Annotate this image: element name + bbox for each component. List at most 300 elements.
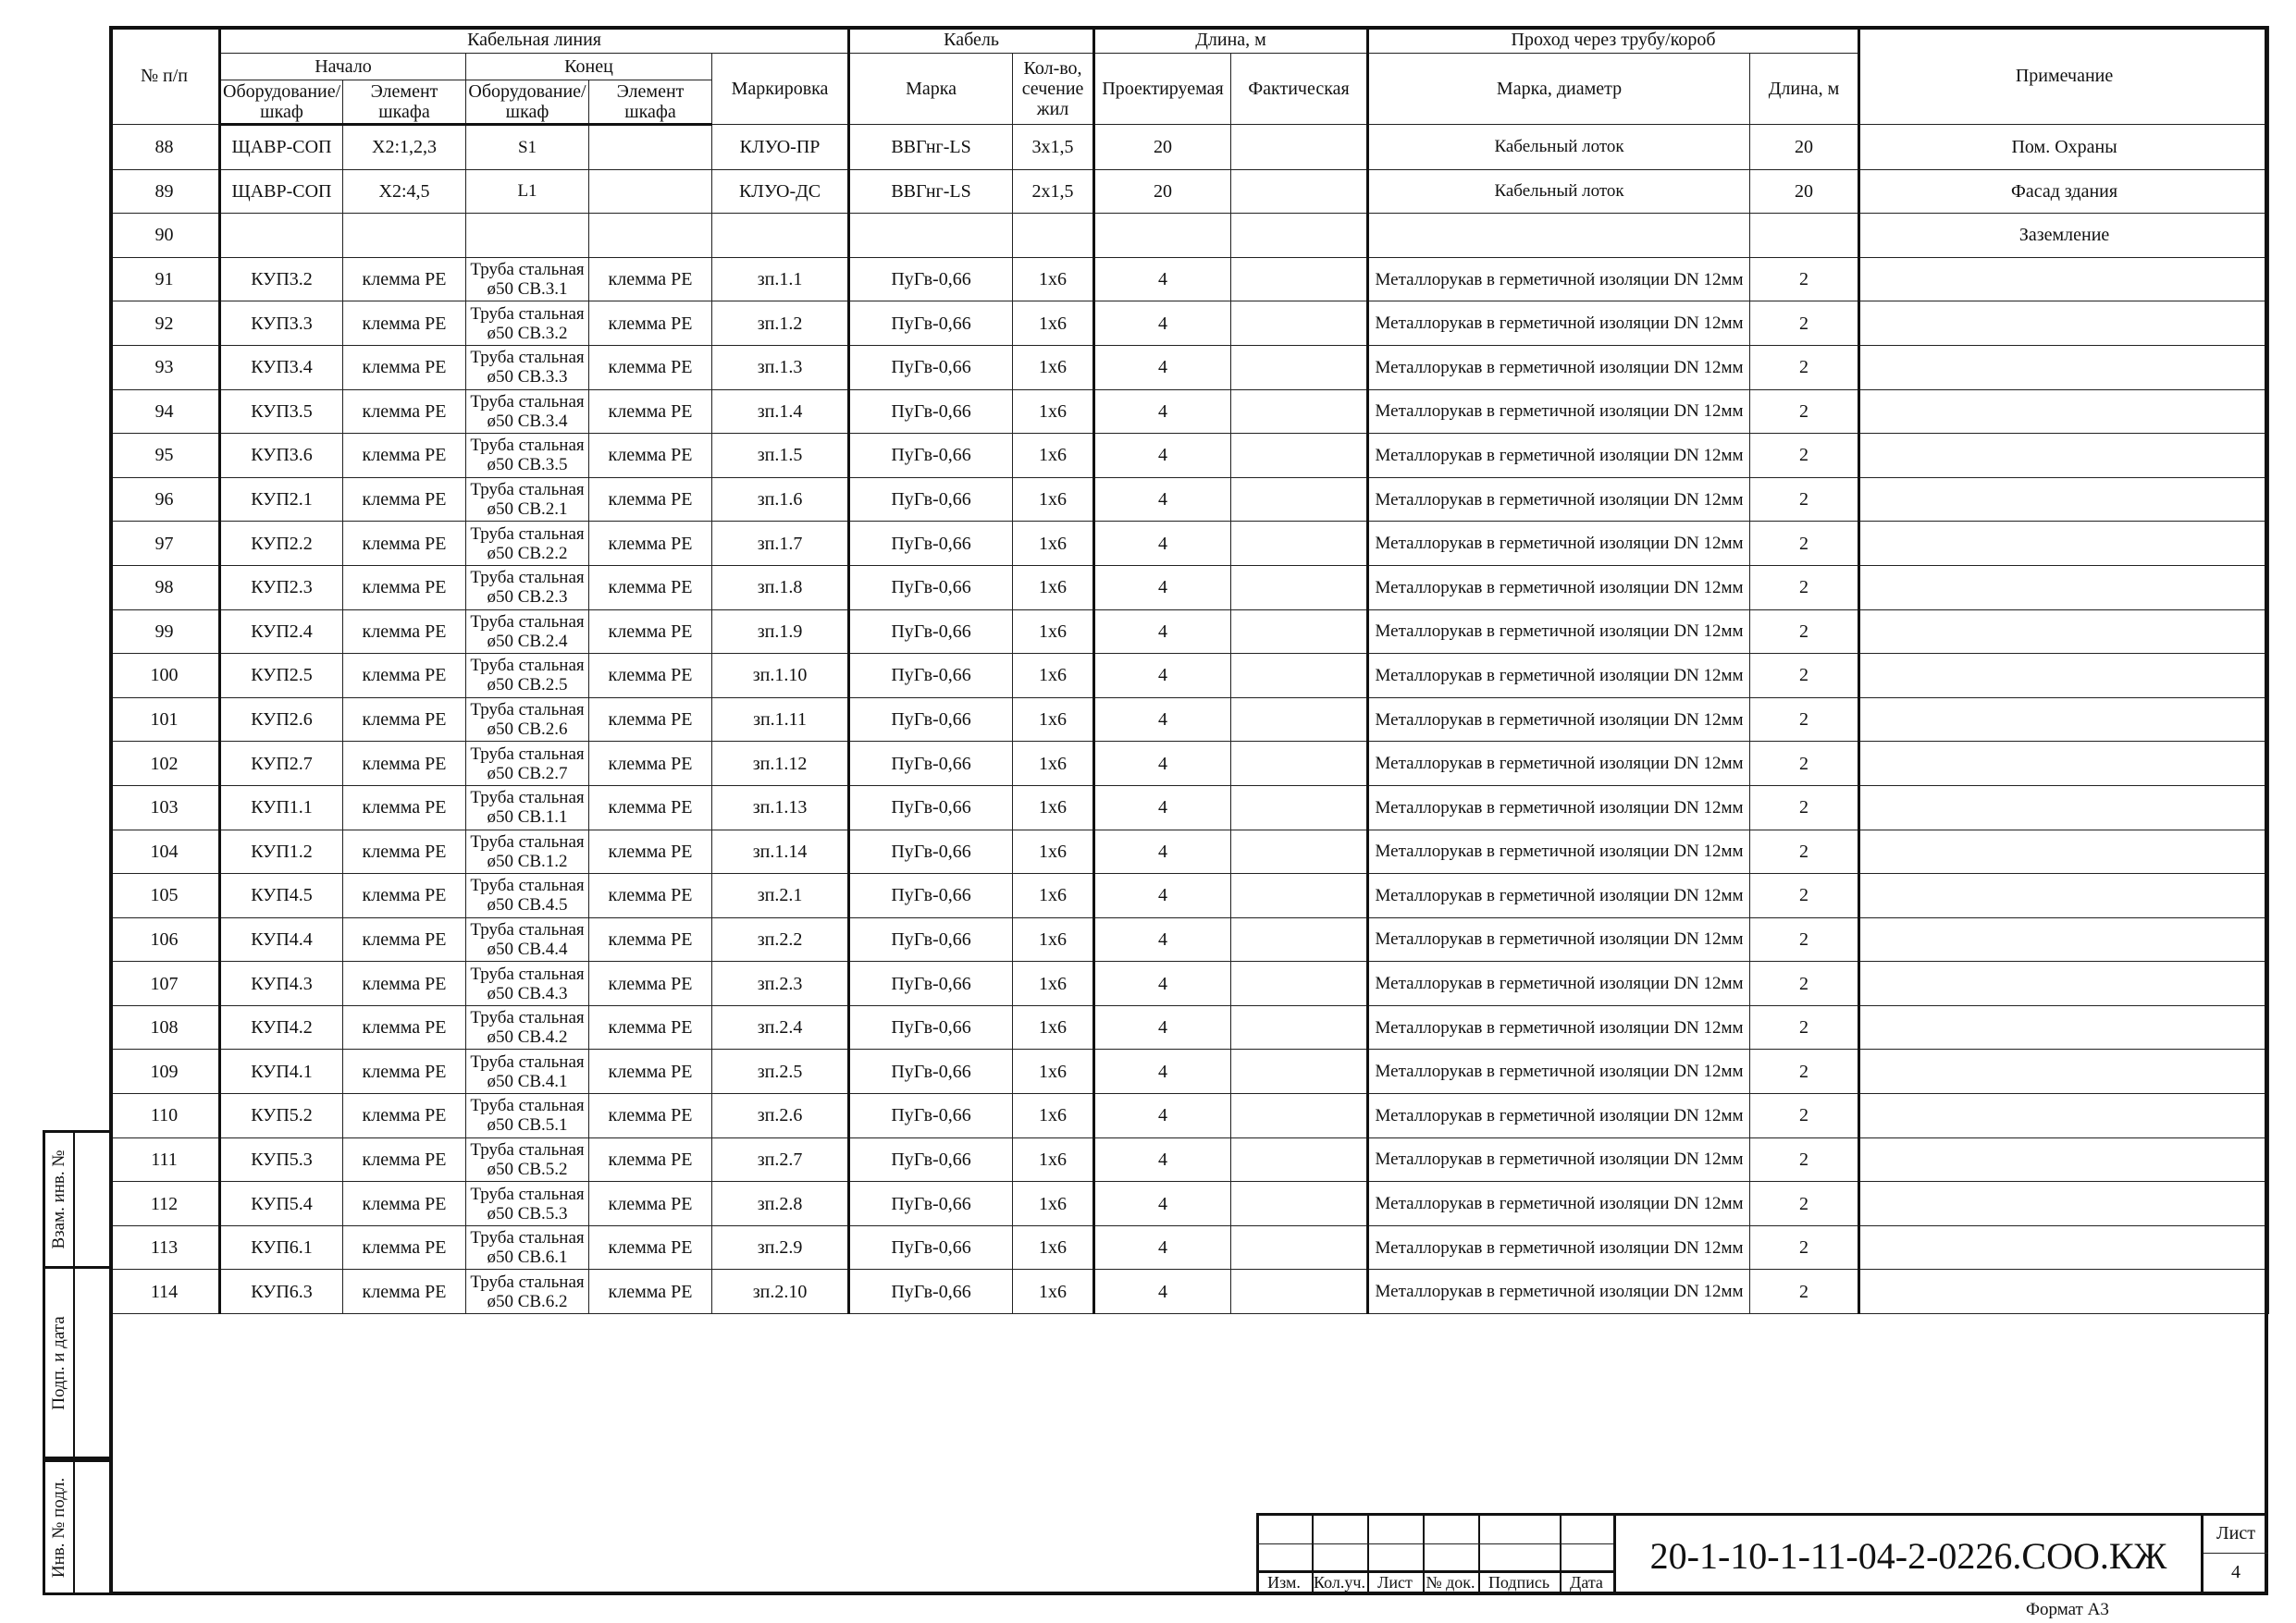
marking: зп.2.1	[712, 874, 849, 918]
cable-brand: ПуГв-0,66	[849, 917, 1013, 962]
marking: КЛУО-ДС	[712, 169, 849, 214]
conduit-brand: Металлорукав в герметичной изоляции DN 12мм	[1368, 785, 1750, 830]
conduit-brand: Металлорукав в герметичной изоляции DN 12мм	[1368, 257, 1750, 301]
start-element: клемма PE	[343, 434, 466, 478]
title-block	[1256, 1513, 2268, 1595]
start-element: клемма PE	[343, 785, 466, 830]
tb-podpis: Подпись	[1487, 1573, 1550, 1592]
conduit-brand: Металлорукав в герметичной изоляции DN 12мм	[1368, 1050, 1750, 1094]
cable-brand: ПуГв-0,66	[849, 1225, 1013, 1270]
note: Заземление	[1859, 214, 2269, 258]
designed-length: 4	[1094, 522, 1231, 566]
cable-cores: 1х6	[1013, 874, 1094, 918]
conduit-length: 2	[1750, 1270, 1859, 1314]
designed-length: 4	[1094, 434, 1231, 478]
end-element: клемма PE	[589, 917, 712, 962]
cable-brand: ПуГв-0,66	[849, 257, 1013, 301]
cable-cores: 1х6	[1013, 697, 1094, 742]
cable-brand: ПуГв-0,66	[849, 565, 1013, 609]
conduit-length: 2	[1750, 1094, 1859, 1138]
note: Фасад здания	[1859, 169, 2269, 214]
end-equipment: Труба стальная ø50 СВ.2.3	[466, 565, 589, 609]
marking: зп.2.4	[712, 1005, 849, 1050]
end-equipment: Труба стальная ø50 СВ.3.4	[466, 389, 589, 434]
start-element: клемма PE	[343, 1270, 466, 1314]
header-marking: Маркировка	[712, 54, 849, 125]
conduit-brand: Металлорукав в герметичной изоляции DN 12мм	[1368, 522, 1750, 566]
start-equipment: КУП2.3	[220, 565, 343, 609]
designed-length: 4	[1094, 345, 1231, 389]
marking: зп.1.8	[712, 565, 849, 609]
cable-brand: ПуГв-0,66	[849, 874, 1013, 918]
header-brand: Марка	[849, 54, 1013, 125]
cable-cores: 1х6	[1013, 1182, 1094, 1226]
row-number: 95	[110, 434, 220, 478]
row-number: 88	[110, 125, 220, 170]
end-equipment: Труба стальная ø50 СВ.2.7	[466, 742, 589, 786]
header-start: Начало	[220, 54, 466, 80]
tb-list: Лист	[1377, 1573, 1413, 1592]
conduit-brand: Металлорукав в герметичной изоляции DN 12мм	[1368, 301, 1750, 346]
start-equipment: КУП3.4	[220, 345, 343, 389]
start-equipment: КУП1.1	[220, 785, 343, 830]
row-number: 100	[110, 654, 220, 698]
start-element: клемма PE	[343, 917, 466, 962]
conduit-brand: Металлорукав в герметичной изоляции DN 12мм	[1368, 1270, 1750, 1314]
header-start-element: Элемент шкафа	[343, 80, 466, 125]
designed-length: 4	[1094, 1137, 1231, 1182]
end-element: клемма PE	[589, 1050, 712, 1094]
cable-cores: 1х6	[1013, 301, 1094, 346]
start-equipment: КУП4.5	[220, 874, 343, 918]
end-equipment: Труба стальная ø50 СВ.2.1	[466, 477, 589, 522]
conduit-length: 2	[1750, 1225, 1859, 1270]
conduit-length: 2	[1750, 830, 1859, 874]
start-equipment: КУП2.2	[220, 522, 343, 566]
end-equipment: Труба стальная ø50 СВ.2.6	[466, 697, 589, 742]
designed-length: 4	[1094, 1005, 1231, 1050]
row-number: 101	[110, 697, 220, 742]
cable-cores: 1х6	[1013, 389, 1094, 434]
marking: зп.2.10	[712, 1270, 849, 1314]
cable-cores: 1х6	[1013, 345, 1094, 389]
cable-cores: 1х6	[1013, 434, 1094, 478]
row-number: 108	[110, 1005, 220, 1050]
conduit-brand: Металлорукав в герметичной изоляции DN 12мм	[1368, 389, 1750, 434]
tb-sheet-label: Лист	[2216, 1523, 2255, 1543]
start-equipment: ЩАВР-СОП	[220, 125, 343, 170]
cable-brand: ПуГв-0,66	[849, 522, 1013, 566]
designed-length: 4	[1094, 917, 1231, 962]
header-cores: Кол-во, сечение жил	[1013, 54, 1094, 125]
conduit-length: 2	[1750, 1182, 1859, 1226]
conduit-length: 2	[1750, 1050, 1859, 1094]
start-element: клемма PE	[343, 1094, 466, 1138]
end-element: клемма PE	[589, 742, 712, 786]
cable-brand: ПуГв-0,66	[849, 477, 1013, 522]
start-element: X2:1,2,3	[343, 125, 466, 170]
header-conduit-length: Длина, м	[1750, 54, 1859, 125]
marking: зп.1.1	[712, 257, 849, 301]
row-number: 102	[110, 742, 220, 786]
side-label-inv: Инв. № подл.	[49, 1477, 68, 1578]
cable-brand: ПуГв-0,66	[849, 830, 1013, 874]
cable-brand: ПуГв-0,66	[849, 742, 1013, 786]
marking: зп.1.6	[712, 477, 849, 522]
start-element: клемма PE	[343, 301, 466, 346]
start-element: клемма PE	[343, 345, 466, 389]
cable-brand: ПуГв-0,66	[849, 609, 1013, 654]
cable-cores: 1х6	[1013, 1225, 1094, 1270]
start-equipment: КУП2.6	[220, 697, 343, 742]
header-end-element: Элемент шкафа	[589, 80, 712, 125]
conduit-length: 2	[1750, 785, 1859, 830]
cable-cores: 1х6	[1013, 917, 1094, 962]
row-number: 105	[110, 874, 220, 918]
side-label-vzam: Взам. инв. №	[49, 1150, 68, 1249]
end-equipment: Труба стальная ø50 СВ.4.1	[466, 1050, 589, 1094]
cable-cores: 1х6	[1013, 565, 1094, 609]
end-equipment: Труба стальная ø50 СВ.6.1	[466, 1225, 589, 1270]
marking: КЛУО-ПР	[712, 125, 849, 170]
tb-kol: Кол.уч.	[1314, 1573, 1365, 1592]
row-number: 107	[110, 962, 220, 1006]
start-equipment: КУП5.2	[220, 1094, 343, 1138]
marking: зп.1.2	[712, 301, 849, 346]
start-element: клемма PE	[343, 1005, 466, 1050]
designed-length: 4	[1094, 1050, 1231, 1094]
start-equipment: КУП3.3	[220, 301, 343, 346]
cable-brand: ВВГнг-LS	[849, 169, 1013, 214]
designed-length: 4	[1094, 742, 1231, 786]
start-equipment: КУП3.6	[220, 434, 343, 478]
start-element: клемма PE	[343, 697, 466, 742]
header-conduit: Проход через трубу/короб	[1368, 27, 1859, 54]
marking: зп.2.6	[712, 1094, 849, 1138]
end-element: клемма PE	[589, 434, 712, 478]
designed-length: 4	[1094, 389, 1231, 434]
cable-cores: 1х6	[1013, 1094, 1094, 1138]
tb-izm: Изм.	[1267, 1573, 1301, 1592]
conduit-length: 2	[1750, 742, 1859, 786]
marking: зп.2.3	[712, 962, 849, 1006]
conduit-length: 20	[1750, 169, 1859, 214]
end-element: клемма PE	[589, 609, 712, 654]
start-equipment: КУП6.3	[220, 1270, 343, 1314]
conduit-brand: Металлорукав в герметичной изоляции DN 12мм	[1368, 1005, 1750, 1050]
row-number: 104	[110, 830, 220, 874]
cable-cores: 1х6	[1013, 609, 1094, 654]
header-num: № п/п	[110, 27, 220, 125]
start-element: клемма PE	[343, 874, 466, 918]
end-element: клемма PE	[589, 830, 712, 874]
conduit-brand: Металлорукав в герметичной изоляции DN 12мм	[1368, 345, 1750, 389]
cable-brand: ПуГв-0,66	[849, 1270, 1013, 1314]
start-equipment: КУП6.1	[220, 1225, 343, 1270]
start-equipment: КУП3.5	[220, 389, 343, 434]
conduit-brand: Металлорукав в герметичной изоляции DN 12мм	[1368, 654, 1750, 698]
conduit-brand: Металлорукав в герметичной изоляции DN 12мм	[1368, 1182, 1750, 1226]
start-element: клемма PE	[343, 830, 466, 874]
header-conduit-brand: Марка, диаметр	[1368, 54, 1750, 125]
end-equipment: S1	[466, 125, 589, 170]
start-equipment: КУП5.4	[220, 1182, 343, 1226]
marking: зп.1.14	[712, 830, 849, 874]
cable-brand: ПуГв-0,66	[849, 1137, 1013, 1182]
marking: зп.2.9	[712, 1225, 849, 1270]
row-number: 98	[110, 565, 220, 609]
end-equipment: Труба стальная ø50 СВ.4.2	[466, 1005, 589, 1050]
start-element: клемма PE	[343, 962, 466, 1006]
end-element: клемма PE	[589, 1005, 712, 1050]
cable-brand: ПуГв-0,66	[849, 434, 1013, 478]
conduit-brand: Металлорукав в герметичной изоляции DN 12мм	[1368, 742, 1750, 786]
start-equipment: КУП4.1	[220, 1050, 343, 1094]
cable-cores: 2х1,5	[1013, 169, 1094, 214]
end-equipment: Труба стальная ø50 СВ.3.3	[466, 345, 589, 389]
header-cable: Кабель	[849, 27, 1094, 54]
start-equipment: КУП4.4	[220, 917, 343, 962]
end-element: клемма PE	[589, 522, 712, 566]
start-element: клемма PE	[343, 565, 466, 609]
start-equipment: КУП1.2	[220, 830, 343, 874]
designed-length: 20	[1094, 169, 1231, 214]
tb-data: Дата	[1570, 1573, 1603, 1592]
end-equipment: Труба стальная ø50 СВ.2.4	[466, 609, 589, 654]
cable-cores: 1х6	[1013, 830, 1094, 874]
conduit-length: 2	[1750, 1137, 1859, 1182]
header-start-equipment: Оборудование/шкаф	[220, 80, 343, 125]
conduit-brand: Металлорукав в герметичной изоляции DN 12мм	[1368, 962, 1750, 1006]
marking: зп.1.7	[712, 522, 849, 566]
marking: зп.1.12	[712, 742, 849, 786]
header-note: Примечание	[1859, 27, 2269, 125]
row-number: 103	[110, 785, 220, 830]
conduit-brand: Металлорукав в герметичной изоляции DN 12мм	[1368, 917, 1750, 962]
header-end: Конец	[466, 54, 712, 80]
row-number: 99	[110, 609, 220, 654]
conduit-brand: Металлорукав в герметичной изоляции DN 12мм	[1368, 830, 1750, 874]
cable-cores: 1х6	[1013, 522, 1094, 566]
designed-length: 4	[1094, 301, 1231, 346]
end-element: клемма PE	[589, 874, 712, 918]
cable-cores: 1х6	[1013, 785, 1094, 830]
marking: зп.1.11	[712, 697, 849, 742]
end-equipment: Труба стальная ø50 СВ.2.5	[466, 654, 589, 698]
row-number: 91	[110, 257, 220, 301]
row-number: 90	[110, 214, 220, 258]
cable-cores: 1х6	[1013, 742, 1094, 786]
row-number: 97	[110, 522, 220, 566]
cable-brand: ПуГв-0,66	[849, 345, 1013, 389]
conduit-length: 2	[1750, 654, 1859, 698]
side-label-podp: Подп. и дата	[49, 1315, 68, 1410]
conduit-length: 2	[1750, 962, 1859, 1006]
header-end-equipment: Оборудование/шкаф	[466, 80, 589, 125]
tb-sheet-number: 4	[2231, 1562, 2240, 1582]
start-equipment: КУП2.7	[220, 742, 343, 786]
start-element: клемма PE	[343, 742, 466, 786]
start-element: клемма PE	[343, 1050, 466, 1094]
end-element: клемма PE	[589, 477, 712, 522]
conduit-brand: Металлорукав в герметичной изоляции DN 12мм	[1368, 565, 1750, 609]
row-number: 111	[110, 1137, 220, 1182]
row-number: 92	[110, 301, 220, 346]
conduit-length: 2	[1750, 565, 1859, 609]
conduit-brand: Кабельный лоток	[1368, 125, 1750, 170]
end-equipment: Труба стальная ø50 СВ.6.2	[466, 1270, 589, 1314]
cable-brand: ПуГв-0,66	[849, 962, 1013, 1006]
conduit-length: 2	[1750, 389, 1859, 434]
designed-length: 4	[1094, 962, 1231, 1006]
designed-length: 4	[1094, 609, 1231, 654]
marking: зп.1.5	[712, 434, 849, 478]
document-code: 20-1-10-1-11-04-2-0226.СОО.КЖ	[1613, 1516, 2203, 1595]
marking: зп.1.3	[712, 345, 849, 389]
conduit-length: 2	[1750, 345, 1859, 389]
end-equipment: Труба стальная ø50 СВ.2.2	[466, 522, 589, 566]
designed-length: 4	[1094, 785, 1231, 830]
end-equipment: Труба стальная ø50 СВ.5.1	[466, 1094, 589, 1138]
start-element: клемма PE	[343, 477, 466, 522]
conduit-length: 2	[1750, 874, 1859, 918]
start-equipment: КУП4.3	[220, 962, 343, 1006]
format-label: Формат А3	[2026, 1600, 2109, 1619]
end-equipment: L1	[466, 169, 589, 214]
marking: зп.2.8	[712, 1182, 849, 1226]
conduit-brand: Металлорукав в герметичной изоляции DN 12мм	[1368, 874, 1750, 918]
end-element: клемма PE	[589, 697, 712, 742]
conduit-length: 2	[1750, 1005, 1859, 1050]
end-equipment: Труба стальная ø50 СВ.1.2	[466, 830, 589, 874]
designed-length: 4	[1094, 697, 1231, 742]
end-element: клемма PE	[589, 654, 712, 698]
start-element: клемма PE	[343, 609, 466, 654]
cable-brand: ПуГв-0,66	[849, 389, 1013, 434]
row-number: 113	[110, 1225, 220, 1270]
marking: зп.1.10	[712, 654, 849, 698]
start-element: клемма PE	[343, 654, 466, 698]
header-actual: Фактическая	[1231, 54, 1368, 125]
sheet-frame	[109, 26, 2268, 1595]
start-equipment: КУП3.2	[220, 257, 343, 301]
cable-cores: 1х6	[1013, 654, 1094, 698]
designed-length: 4	[1094, 477, 1231, 522]
end-equipment: Труба стальная ø50 СВ.4.5	[466, 874, 589, 918]
cable-brand: ПуГв-0,66	[849, 1050, 1013, 1094]
designed-length: 4	[1094, 874, 1231, 918]
cable-cores: 3х1,5	[1013, 125, 1094, 170]
end-element: клемма PE	[589, 1182, 712, 1226]
conduit-brand: Кабельный лоток	[1368, 169, 1750, 214]
designed-length: 20	[1094, 125, 1231, 170]
end-equipment: Труба стальная ø50 СВ.4.3	[466, 962, 589, 1006]
cable-cores: 1х6	[1013, 1137, 1094, 1182]
end-equipment: Труба стальная ø50 СВ.3.5	[466, 434, 589, 478]
designed-length: 4	[1094, 257, 1231, 301]
cable-brand: ПуГв-0,66	[849, 654, 1013, 698]
conduit-length: 20	[1750, 125, 1859, 170]
end-equipment: Труба стальная ø50 СВ.3.1	[466, 257, 589, 301]
marking: зп.1.4	[712, 389, 849, 434]
conduit-length: 2	[1750, 522, 1859, 566]
header-cable-line: Кабельная линия	[220, 27, 849, 54]
conduit-brand: Металлорукав в герметичной изоляции DN 12мм	[1368, 1137, 1750, 1182]
start-equipment: КУП5.3	[220, 1137, 343, 1182]
start-equipment: КУП2.1	[220, 477, 343, 522]
end-element: клемма PE	[589, 1137, 712, 1182]
designed-length: 4	[1094, 1094, 1231, 1138]
end-element: клемма PE	[589, 389, 712, 434]
cable-brand: ПуГв-0,66	[849, 1182, 1013, 1226]
conduit-brand: Металлорукав в герметичной изоляции DN 12мм	[1368, 1225, 1750, 1270]
end-equipment: Труба стальная ø50 СВ.3.2	[466, 301, 589, 346]
tb-ndok: № док.	[1426, 1573, 1475, 1592]
row-number: 110	[110, 1094, 220, 1138]
row-number: 96	[110, 477, 220, 522]
end-equipment: Труба стальная ø50 СВ.5.2	[466, 1137, 589, 1182]
start-equipment: ЩАВР-СОП	[220, 169, 343, 214]
designed-length: 4	[1094, 1270, 1231, 1314]
conduit-length: 2	[1750, 434, 1859, 478]
conduit-length: 2	[1750, 477, 1859, 522]
start-equipment: КУП2.5	[220, 654, 343, 698]
designed-length: 4	[1094, 1182, 1231, 1226]
side-stamp-podp	[43, 1269, 109, 1459]
start-equipment: КУП4.2	[220, 1005, 343, 1050]
marking: зп.2.7	[712, 1137, 849, 1182]
header-length: Длина, м	[1094, 27, 1368, 54]
end-element: клемма PE	[589, 1094, 712, 1138]
marking: зп.2.2	[712, 917, 849, 962]
cable-cores: 1х6	[1013, 1050, 1094, 1094]
cable-brand: ПуГв-0,66	[849, 301, 1013, 346]
end-equipment: Труба стальная ø50 СВ.4.4	[466, 917, 589, 962]
designed-length: 4	[1094, 1225, 1231, 1270]
row-number: 114	[110, 1270, 220, 1314]
cable-brand: ПуГв-0,66	[849, 1005, 1013, 1050]
start-element: X2:4,5	[343, 169, 466, 214]
start-equipment: КУП2.4	[220, 609, 343, 654]
conduit-brand: Металлорукав в герметичной изоляции DN 12мм	[1368, 697, 1750, 742]
end-element: клемма PE	[589, 1270, 712, 1314]
end-equipment: Труба стальная ø50 СВ.1.1	[466, 785, 589, 830]
conduit-length: 2	[1750, 609, 1859, 654]
conduit-brand: Металлорукав в герметичной изоляции DN 12мм	[1368, 477, 1750, 522]
row-number: 94	[110, 389, 220, 434]
end-element: клемма PE	[589, 1225, 712, 1270]
row-number: 109	[110, 1050, 220, 1094]
row-number: 89	[110, 169, 220, 214]
end-element: клемма PE	[589, 565, 712, 609]
side-stamp-vzam	[43, 1130, 109, 1269]
cable-cores: 1х6	[1013, 1005, 1094, 1050]
side-stamp-inv	[43, 1459, 109, 1595]
header-designed: Проектируемая	[1094, 54, 1231, 125]
conduit-length: 2	[1750, 257, 1859, 301]
row-number: 93	[110, 345, 220, 389]
cable-cores: 1х6	[1013, 477, 1094, 522]
end-element: клемма PE	[589, 301, 712, 346]
conduit-length: 2	[1750, 917, 1859, 962]
cable-cores: 1х6	[1013, 962, 1094, 1006]
cable-cores: 1х6	[1013, 1270, 1094, 1314]
start-element: клемма PE	[343, 1137, 466, 1182]
start-element: клемма PE	[343, 257, 466, 301]
designed-length: 4	[1094, 830, 1231, 874]
designed-length: 4	[1094, 565, 1231, 609]
start-element: клемма PE	[343, 522, 466, 566]
